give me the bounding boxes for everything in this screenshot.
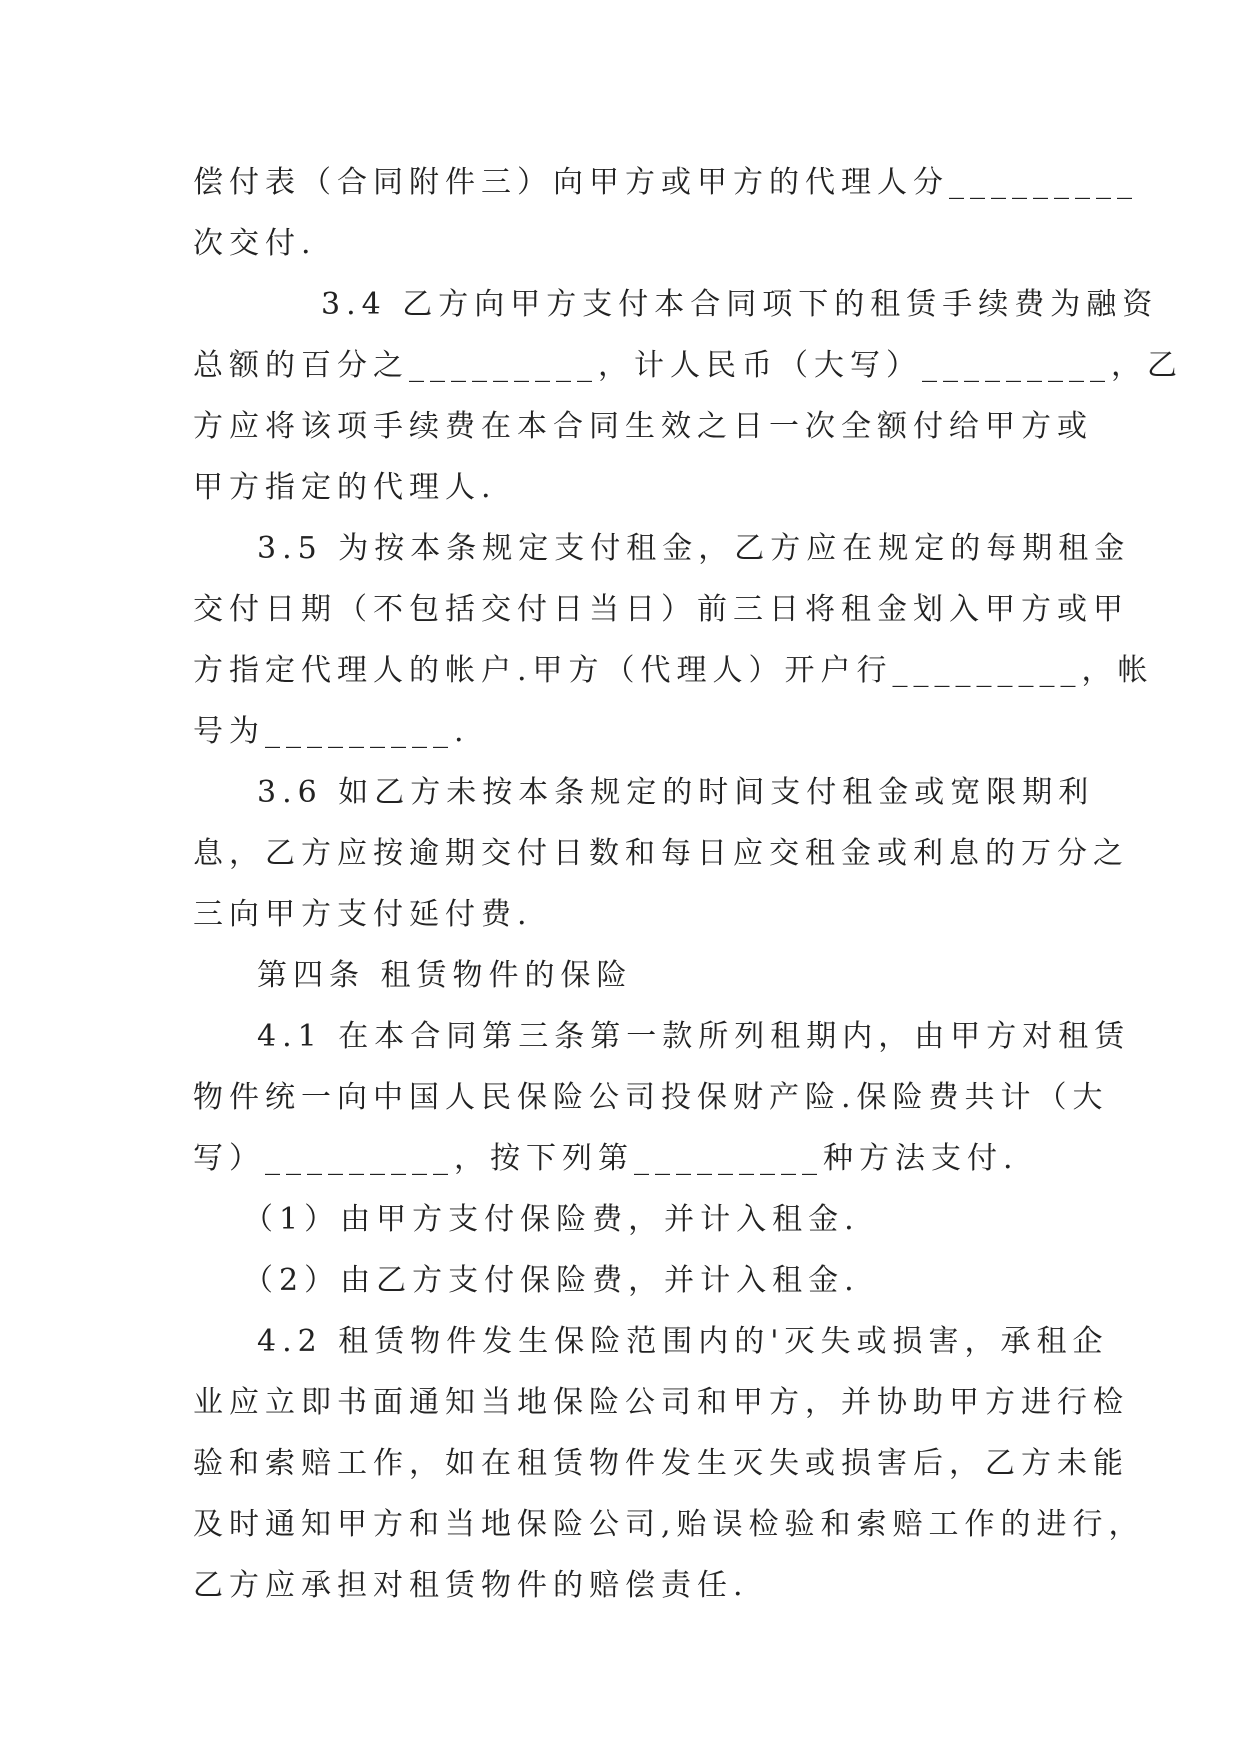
text-line: 号为_________. [193, 714, 470, 749]
text-line: （2）由乙方支付保险费，并计入租金. [243, 1263, 860, 1298]
text-line: 总额的百分之_________，计人民币（大写）_________，乙 [193, 348, 1183, 383]
text-line: 3.5 为按本条规定支付租金，乙方应在规定的每期租金 [257, 531, 1131, 566]
paragraph-payment-installments [193, 152, 1138, 274]
text-line: 方指定代理人的帐户.甲方（代理人）开户行_________，帐 [193, 653, 1154, 688]
text-line: 3.6 如乙方未按本条规定的时间支付租金或宽限期利 [257, 775, 1095, 810]
section-heading-article-4 [193, 945, 1055, 1006]
text-line: （1）由甲方支付保险费，并计入租金. [243, 1202, 860, 1237]
paragraph-3-6-late-fee [193, 762, 1129, 945]
text-line: 4.2 租赁物件发生保险范围内的'灭失或损害，承租企 [257, 1324, 1109, 1359]
text-line: 三向甲方支付延付费. [193, 897, 533, 932]
text-line: 4.1 在本合同第三条第一款所列租期内，由甲方对租赁 [257, 1019, 1131, 1054]
paragraph-3-5-rent-payment [193, 518, 1154, 762]
text-line: 方应将该项手续费在本合同生效之日一次全额付给甲方或 [193, 409, 1093, 444]
text-line: 写）_________，按下列第_________种方法支付. [193, 1141, 1019, 1176]
contract-body [193, 152, 1183, 1616]
text-line: 乙方应承担对租赁物件的赔偿责任. [193, 1568, 749, 1603]
paragraph-3-4-lease-fee [193, 274, 1183, 518]
text-line: 次交付. [193, 226, 317, 261]
text-line: 业应立即书面通知当地保险公司和甲方，并协助甲方进行检 [193, 1385, 1129, 1420]
section-heading: 第四条 租赁物件的保险 [257, 958, 633, 993]
text-line: 3.4 乙方向甲方支付本合同项下的租赁手续费为融资 [321, 287, 1159, 322]
paragraph-4-2-loss-damage [193, 1311, 1145, 1616]
list-item-option-2 [193, 1250, 1055, 1311]
text-line: 验和索赔工作，如在租赁物件发生灭失或损害后，乙方未能 [193, 1446, 1129, 1481]
text-line: 偿付表（合同附件三）向甲方或甲方的代理人分_________ [193, 165, 1138, 200]
text-line: 及时通知甲方和当地保险公司,贻误检验和索赔工作的进行， [193, 1507, 1145, 1542]
text-line: 交付日期（不包括交付日当日）前三日将租金划入甲方或甲 [193, 592, 1129, 627]
paragraph-4-1-insurance [193, 1006, 1131, 1189]
text-line: 甲方指定的代理人. [193, 470, 497, 505]
text-line: 物件统一向中国人民保险公司投保财产险.保险费共计（大 [193, 1080, 1109, 1115]
list-item-option-1 [193, 1189, 1055, 1250]
text-line: 息，乙方应按逾期交付日数和每日应交租金或利息的万分之 [193, 836, 1129, 871]
